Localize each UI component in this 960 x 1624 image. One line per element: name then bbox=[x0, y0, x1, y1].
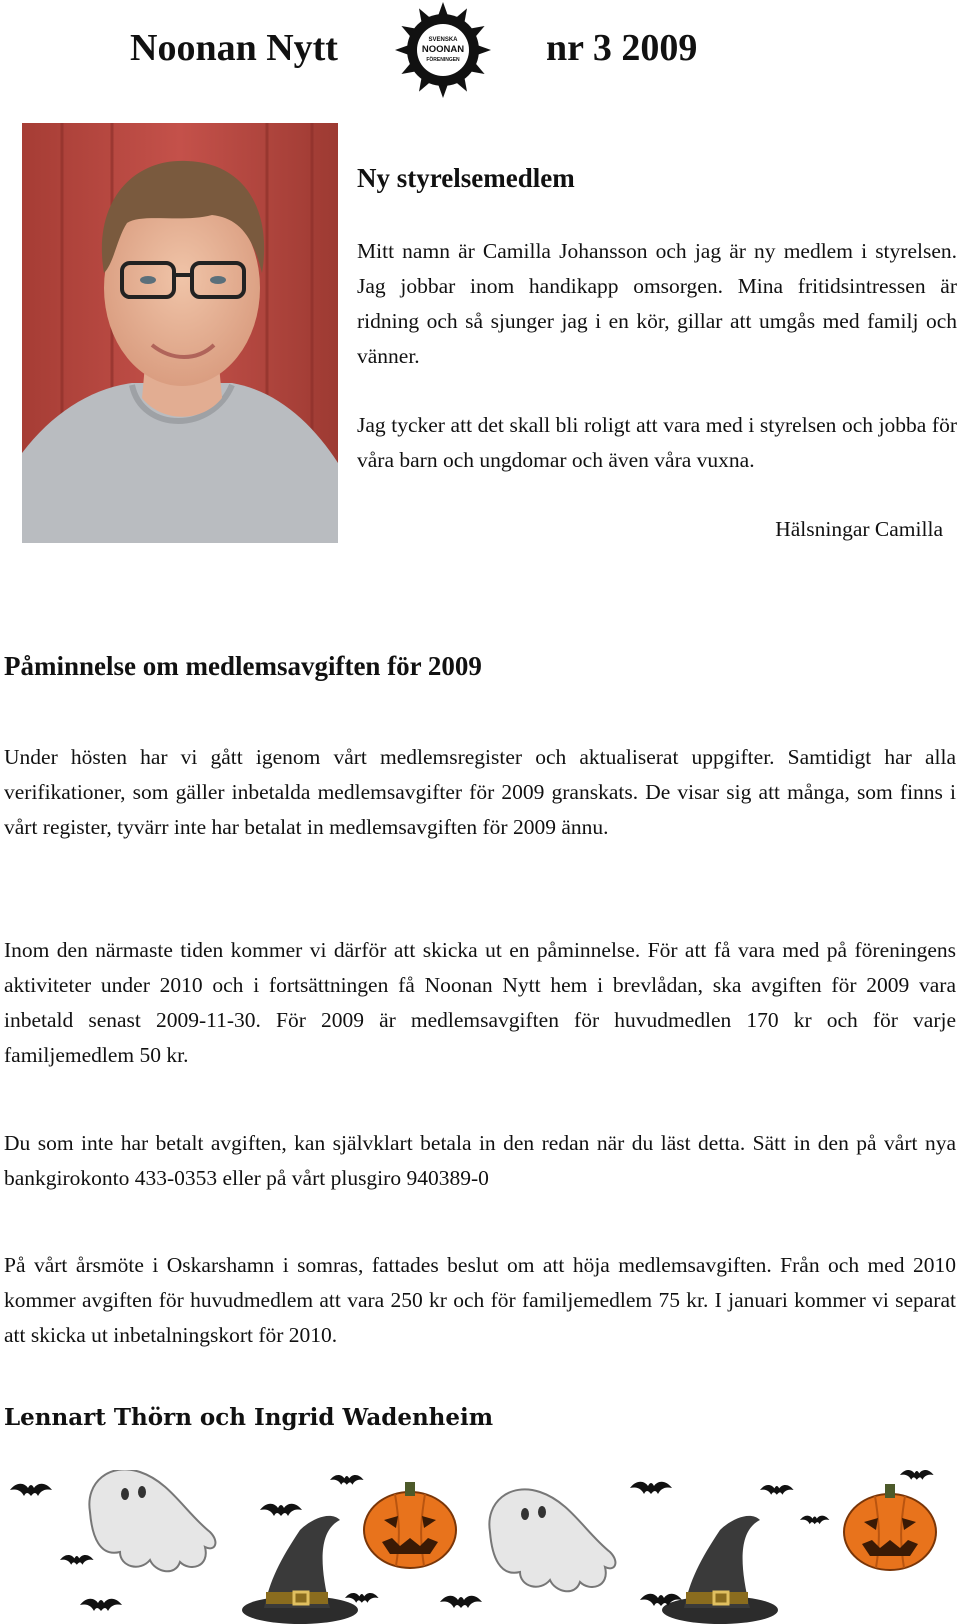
article2-paragraph: Du som inte har betalt avgiften, kan självklart betala in den redan när du läst detta. Sätt in den på vårt nya bankgirokonto 433-0353 eller på vårt plusgiro 940389-0 bbox=[4, 1131, 956, 1190]
portrait-photo bbox=[22, 123, 338, 543]
article2-paragraph: På vårt årsmöte i Oskarshamn i somras, fattades beslut om att höja medlemsavgiften. Från och med 2010 kommer avgiften för huvudmedlem att vara 250 kr och för familjemedlem 75 kr. I januari kommer vi separat att skicka ut inbetalningskort för 2010. bbox=[4, 1253, 956, 1347]
article2-heading: Påminnelse om medlemsavgiften för 2009 bbox=[4, 651, 482, 681]
halloween-border bbox=[0, 1470, 960, 1624]
article2-authors: Lennart Thörn och Ingrid Wadenheim bbox=[4, 1404, 494, 1431]
logo-text-line1: SVENSKA bbox=[428, 37, 458, 43]
article2-paragraph: Inom den närmaste tiden kommer vi därför att skicka ut en påminnelse. För att få vara med på föreningens aktiviteter under 2010 och i fortsättningen få Noonan Nytt hem i brevlådan, ska avgiften för 2009 vara inbetald senast 2009-11-30. För 2009 är medlemsavgiften för huvudmedlen 170 kr och för varje familjemedlem 50 kr. bbox=[4, 938, 956, 1067]
article1-heading: Ny styrelsemedlem bbox=[357, 163, 575, 193]
logo-text-line3: FÖRENINGEN bbox=[426, 57, 460, 63]
article1-paragraph: Jag tycker att det skall bli roligt att vara med i styrelsen och jobba för våra barn och ungdomar och även våra vuxna. bbox=[357, 413, 957, 472]
article1-paragraph: Mitt namn är Camilla Johansson och jag är ny medlem i styrelsen. Jag jobbar inom handikapp omsorgen. Mina fritidsintressen är ridning och så sjunger jag i en kör, gillar att umgås med familj och vänner. bbox=[357, 239, 957, 368]
association-logo bbox=[393, 0, 493, 100]
issue-number: nr 3 2009 bbox=[546, 27, 698, 69]
article1-signature: Hälsningar Camilla bbox=[775, 517, 943, 541]
newsletter-title: Noonan Nytt bbox=[130, 27, 338, 69]
logo-text-line2: NOONAN bbox=[421, 44, 465, 55]
article2-paragraph: Under hösten har vi gått igenom vårt medlemsregister och aktualiserat uppgifter. Samtidigt har alla verifikationer, som gäller inbetalda medlemsavgifter för 2009 granskats. De visar sig att många, som finns i vårt register, tyvärr inte har betalat in medlemsavgiften för 2009 ännu. bbox=[4, 745, 956, 839]
